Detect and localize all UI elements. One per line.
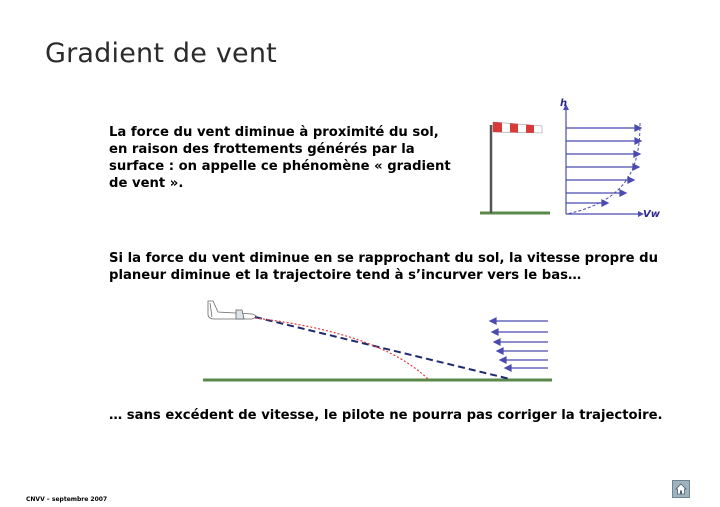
wind-profile-curve (567, 123, 640, 214)
wind-arrows (566, 125, 641, 206)
axis-h-label: h (560, 98, 568, 109)
wind-profile-diagram (480, 95, 670, 225)
slide-footer: CNVV – septembre 2007 (26, 496, 108, 503)
axis-vw-label: Vw (643, 209, 660, 220)
planned-path-line (255, 317, 510, 379)
windsock-icon (493, 122, 542, 133)
paragraph-conclusion: … sans excédent de vitesse, le pilote ne pourra pas corriger la trajectoire. (109, 408, 663, 423)
paragraph-definition: La force du vent diminue à proximité du sol, en raison des frottements générés par la surface : on appelle ce phénomène « gradient de vent ». (109, 125, 451, 191)
headwind-arrows (490, 318, 548, 371)
glider-icon (208, 301, 256, 319)
paragraph-consequence: Si la force du vent diminue en se rapprochant du sol, la vitesse propre du planeur diminue et la trajectoire tend à s’incurver vers le bas… (109, 251, 658, 283)
trajectory-diagram (200, 295, 560, 390)
home-button[interactable] (672, 480, 690, 498)
home-icon (675, 483, 687, 495)
slide-title: Gradient de vent (45, 38, 277, 69)
curved-path-line (255, 318, 428, 379)
